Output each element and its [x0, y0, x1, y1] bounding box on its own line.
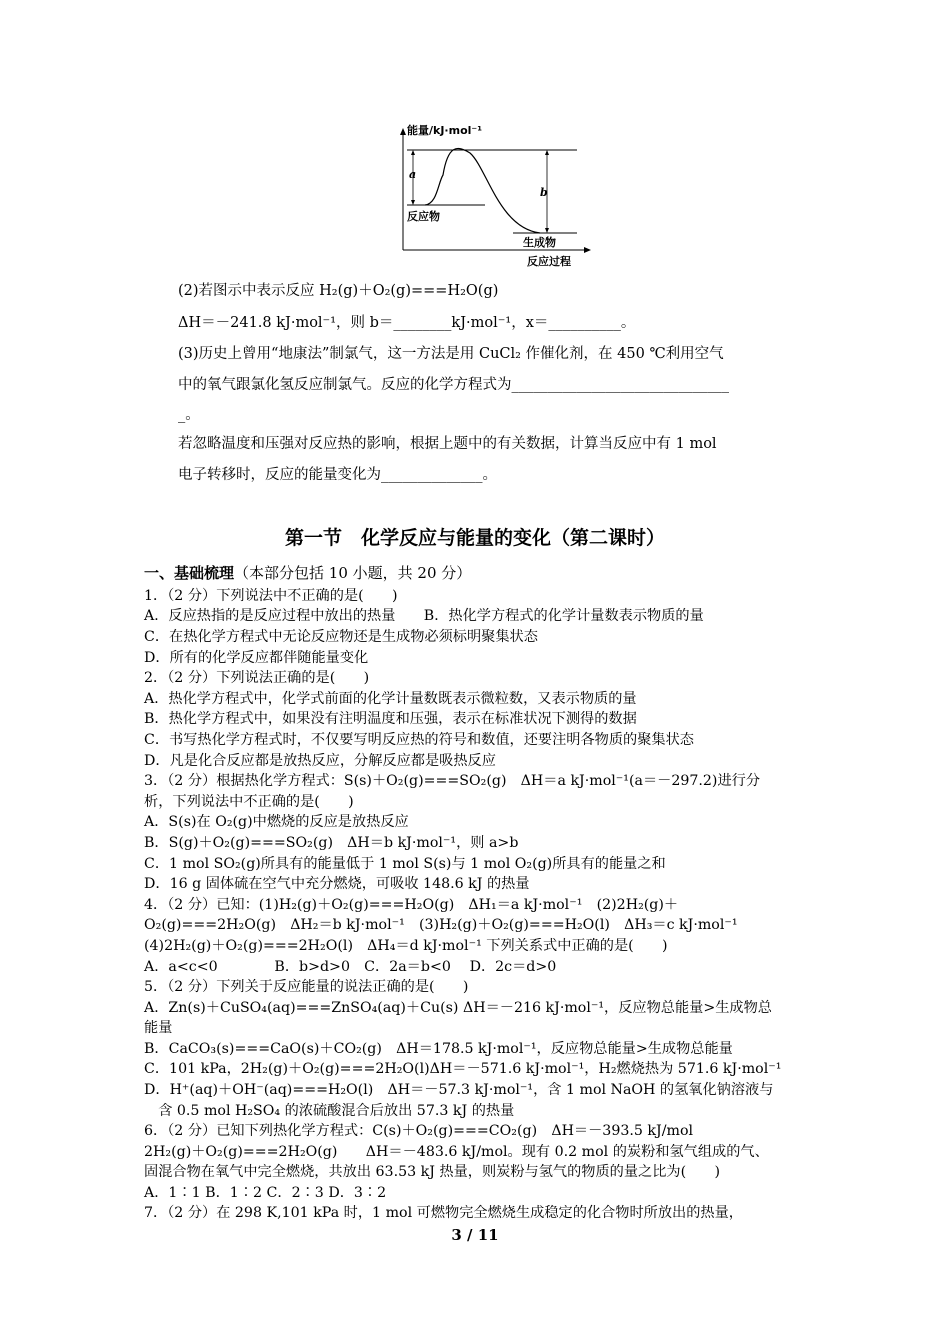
question-line: (4)2H₂(g)＋O₂(g)===2H₂O(l) ΔH₄＝d kJ·mol⁻¹ 下列关系式中正确的是( ): [144, 938, 668, 954]
question-line: 1．（2 分）下列说法中不正确的是( ): [144, 588, 398, 604]
section-heading-note: （本部分包括 10 小题，共 20 分）: [234, 564, 472, 582]
question-line: 含 0.5 mol H₂SO₄ 的浓硫酸混合后放出 57.3 kJ 的热量: [144, 1103, 515, 1119]
section-title: 第一节 化学反应与能量的变化（第二课时）: [284, 527, 665, 549]
question-line: C．1 mol SO₂(g)所具有的能量低于 1 mol S(s)与 1 mol O₂(g)所具有的能量之和: [144, 856, 666, 872]
q3-line-1: (3)历史上曾用“地康法”制氯气，这一方法是用 CuCl₂ 作催化剂，在 450 ℃利用空气: [178, 346, 724, 362]
product-label: 生成物: [523, 236, 556, 249]
question-line: 能量: [144, 1020, 173, 1036]
energy-curve: [425, 148, 540, 233]
q2-line-1: (2)若图示中表示反应 H₂(g)＋O₂(g)===H₂O(g): [178, 283, 499, 299]
question-line: A．a<c<0 B．b>d>0 C．2a＝b<0 D．2c＝d>0: [144, 959, 557, 975]
question-line: C．101 kPa，2H₂(g)＋O₂(g)===2H₂O(l)ΔH＝－571.6 kJ·mol⁻¹，H₂燃烧热为 571.6 kJ·mol⁻¹: [144, 1061, 782, 1077]
q2-line-2: ΔH＝－241.8 kJ·mol⁻¹，则 b＝________kJ·mol⁻¹，x＝__________。: [178, 315, 636, 331]
page-number: 3 / 11: [451, 1226, 499, 1244]
x-axis-arrow: [584, 247, 591, 253]
section-heading: [144, 562, 471, 583]
energy-diagram: [395, 120, 595, 270]
b-arrow-head-top: [545, 150, 549, 155]
question-line: A．Zn(s)＋CuSO₄(aq)===ZnSO₄(aq)＋Cu(s) ΔH＝－216 kJ·mol⁻¹，反应物总能量>生成物总: [144, 1000, 772, 1016]
question-line: 4．（2 分）已知：(1)H₂(g)＋O₂(g)===H₂O(g) ΔH₁＝a kJ·mol⁻¹ (2)2H₂(g)＋: [144, 897, 679, 913]
question-line: A．反应热指的是反应过程中放出的热量 B．热化学方程式的化学计量数表示物质的量: [144, 608, 704, 624]
b-arrow-head-bottom: [545, 228, 549, 233]
question-line: A．1∶1 B．1∶2 C．2∶3 D．3∶2: [144, 1185, 387, 1201]
question-line: C．书写热化学方程式时，不仅要写明反应热的符号和数值，还要注明各物质的聚集状态: [144, 732, 694, 748]
question-line: B．热化学方程式中，如果没有注明温度和压强，表示在标准状况下测得的数据: [144, 711, 637, 727]
question-line: B．S(g)＋O₂(g)===SO₂(g) ΔH＝b kJ·mol⁻¹，则 a>b: [144, 835, 519, 851]
y-axis-label: 能量/kJ·mol⁻¹: [407, 124, 483, 137]
question-line: 固混合物在氧气中完全燃烧，共放出 63.53 kJ 热量，则炭粉与氢气的物质的量之比为( ): [144, 1164, 721, 1180]
question-line: A．S(s)在 O₂(g)中燃烧的反应是放热反应: [144, 814, 409, 830]
b-label: b: [540, 186, 548, 199]
q3-line-3: _。: [178, 407, 200, 423]
x-axis-label: 反应过程: [527, 255, 571, 268]
section-heading-label: 一、基础梳理: [144, 564, 235, 582]
q4-line-2: 电子转移时，反应的能量变化为______________。: [178, 467, 497, 483]
question-line: 2H₂(g)＋O₂(g)===2H₂O(g) ΔH＝－483.6 kJ/mol。现有 0.2 mol 的炭粉和氢气组成的气、: [144, 1144, 769, 1160]
question-line: B．CaCO₃(s)===CaO(s)＋CO₂(g) ΔH＝178.5 kJ·mol⁻¹，反应物总能量>生成物总能量: [144, 1041, 733, 1057]
question-line: D．H⁺(aq)＋OH⁻(aq)===H₂O(l) ΔH＝－57.3 kJ·mol⁻¹，含 1 mol NaOH 的氢氧化钠溶液与: [144, 1082, 774, 1098]
question-line: D．所有的化学反应都伴随能量变化: [144, 650, 369, 666]
q3-line-2: 中的氧气跟氯化氢反应制氯气。反应的化学方程式为______________________________: [178, 377, 729, 393]
question-line: 3．（2 分）根据热化学方程式：S(s)＋O₂(g)===SO₂(g) ΔH＝a kJ·mol⁻¹(a＝－297.2)进行分: [144, 773, 761, 789]
q4-line-1: 若忽略温度和压强对反应热的影响，根据上题中的有关数据，计算当反应中有 1 mol: [178, 436, 717, 452]
a-arrow-head-bottom: [411, 200, 415, 205]
question-line: 6．（2 分）已知下列热化学方程式：C(s)＋O₂(g)===CO₂(g) ΔH＝－393.5 kJ/mol: [144, 1123, 694, 1139]
a-arrow-head-top: [411, 150, 415, 155]
question-line: 5．（2 分）下列关于反应能量的说法正确的是( ): [144, 979, 469, 995]
question-line: C．在热化学方程式中无论反应物还是生成物必须标明聚集状态: [144, 629, 538, 645]
question-line: 析，下列说法中不正确的是( ): [144, 794, 354, 810]
question-line: D．凡是化合反应都是放热反应，分解反应都是吸热反应: [144, 753, 496, 769]
question-line: O₂(g)===2H₂O(g) ΔH₂＝b kJ·mol⁻¹ (3)H₂(g)＋O₂(g)===H₂O(l) ΔH₃＝c kJ·mol⁻¹: [144, 917, 738, 933]
question-line: 7．（2 分）在 298 K,101 kPa 时，1 mol 可燃物完全燃烧生成稳定的化合物时所放出的热量，: [144, 1205, 743, 1221]
y-axis-arrow: [400, 128, 406, 135]
a-label: a: [409, 168, 417, 181]
question-line: 2．（2 分）下列说法正确的是( ): [144, 670, 370, 686]
reactant-label: 反应物: [407, 210, 440, 223]
question-line: D．16 g 固体硫在空气中充分燃烧，可吸收 148.6 kJ 的热量: [144, 876, 530, 892]
question-line: A．热化学方程式中，化学式前面的化学计量数既表示微粒数，又表示物质的量: [144, 691, 637, 707]
